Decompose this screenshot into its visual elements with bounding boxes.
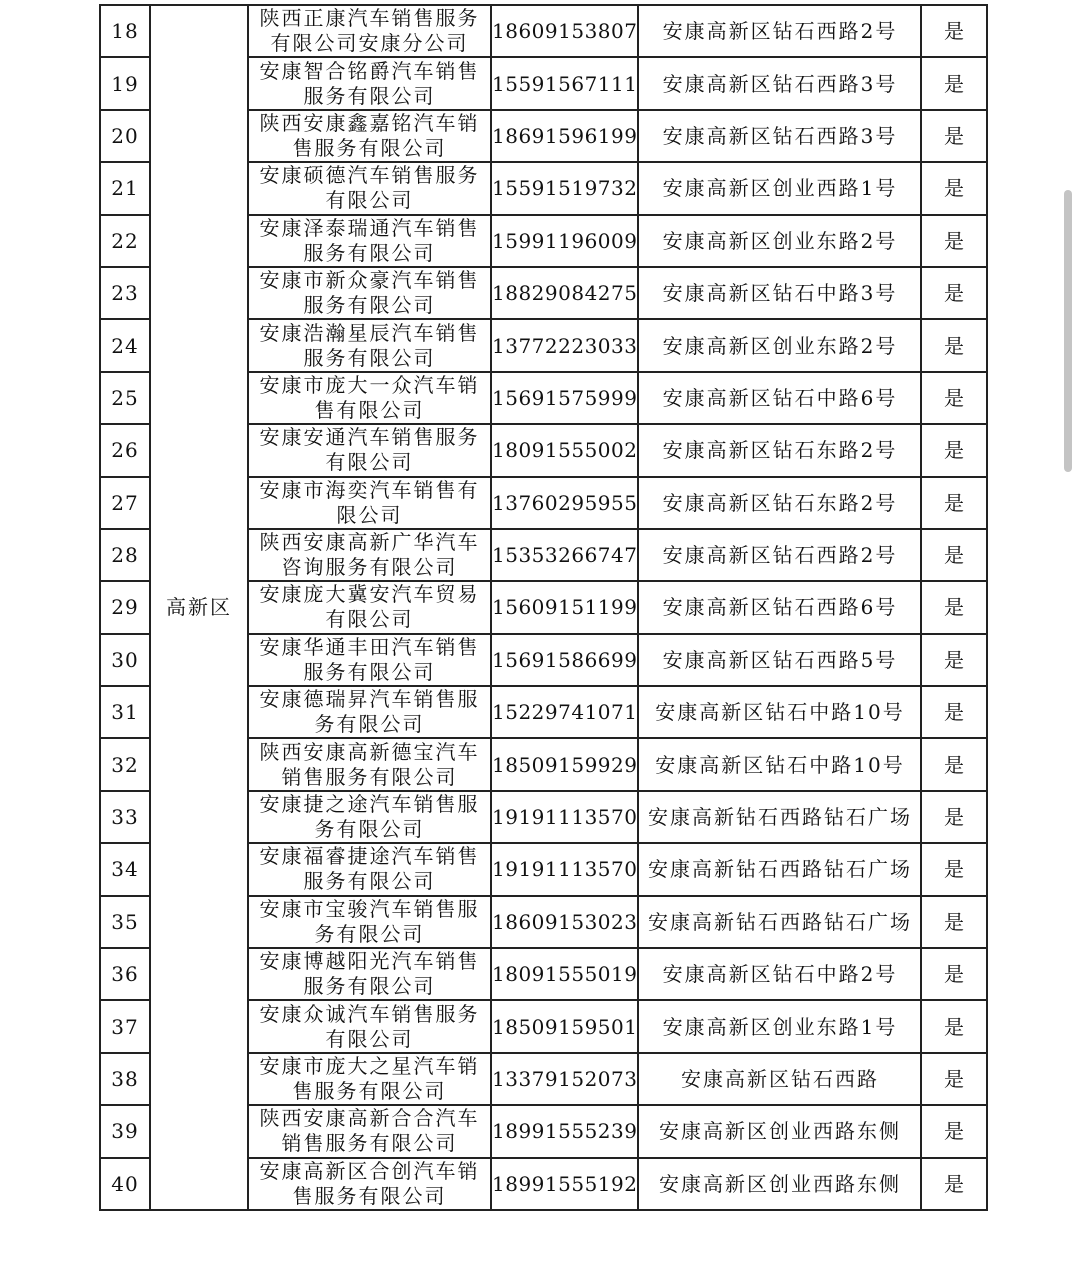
address: 安康高新区创业西路东侧 xyxy=(638,1105,921,1157)
company-name: 安康泽泰瑞通汽车销售服务有限公司 xyxy=(248,215,491,267)
region-cell: 高新区 xyxy=(150,5,248,1210)
row-number: 28 xyxy=(100,529,150,581)
row-number: 29 xyxy=(100,581,150,633)
company-name: 陕西安康鑫嘉铭汽车销售服务有限公司 xyxy=(248,110,491,162)
address: 安康高新区创业西路东侧 xyxy=(638,1158,921,1210)
status-flag: 是 xyxy=(921,1158,987,1210)
phone-number: 15353266747 xyxy=(491,529,638,581)
phone-number: 15691586699 xyxy=(491,634,638,686)
address: 安康高新钻石西路钻石广场 xyxy=(638,896,921,948)
status-flag: 是 xyxy=(921,319,987,371)
status-flag: 是 xyxy=(921,477,987,529)
address: 安康高新区钻石中路10号 xyxy=(638,686,921,738)
company-name: 安康捷之途汽车销售服务有限公司 xyxy=(248,791,491,843)
phone-number: 15591567111 xyxy=(491,57,638,109)
row-number: 35 xyxy=(100,896,150,948)
status-flag: 是 xyxy=(921,57,987,109)
company-name: 安康庞大冀安汽车贸易有限公司 xyxy=(248,581,491,633)
status-flag: 是 xyxy=(921,1053,987,1105)
company-name: 安康市新众豪汽车销售服务有限公司 xyxy=(248,267,491,319)
status-flag: 是 xyxy=(921,110,987,162)
row-number: 33 xyxy=(100,791,150,843)
table-row xyxy=(100,5,987,57)
address: 安康高新区钻石东路2号 xyxy=(638,424,921,476)
row-number: 40 xyxy=(100,1158,150,1210)
address: 安康高新钻石西路钻石广场 xyxy=(638,791,921,843)
phone-number: 19191113570 xyxy=(491,843,638,895)
phone-number: 18509159501 xyxy=(491,1000,638,1052)
status-flag: 是 xyxy=(921,791,987,843)
row-number: 21 xyxy=(100,162,150,214)
address: 安康高新区创业东路1号 xyxy=(638,1000,921,1052)
row-number: 18 xyxy=(100,5,150,57)
status-flag: 是 xyxy=(921,738,987,790)
row-number: 39 xyxy=(100,1105,150,1157)
phone-number: 15591519732 xyxy=(491,162,638,214)
row-number: 34 xyxy=(100,843,150,895)
phone-number: 19191113570 xyxy=(491,791,638,843)
row-number: 26 xyxy=(100,424,150,476)
row-number: 32 xyxy=(100,738,150,790)
company-name: 安康市宝骏汽车销售服务有限公司 xyxy=(248,896,491,948)
company-name: 陕西正康汽车销售服务有限公司安康分公司 xyxy=(248,5,491,57)
dealer-table xyxy=(99,4,988,1211)
company-name: 安康市庞大之星汽车销售服务有限公司 xyxy=(248,1053,491,1105)
company-name: 陕西安康高新合合汽车销售服务有限公司 xyxy=(248,1105,491,1157)
company-name: 安康博越阳光汽车销售服务有限公司 xyxy=(248,948,491,1000)
address: 安康高新区钻石西路3号 xyxy=(638,57,921,109)
company-name: 安康安通汽车销售服务有限公司 xyxy=(248,424,491,476)
company-name: 陕西安康高新德宝汽车销售服务有限公司 xyxy=(248,738,491,790)
company-name: 安康德瑞昇汽车销售服务有限公司 xyxy=(248,686,491,738)
company-name: 安康福睿捷途汽车销售服务有限公司 xyxy=(248,843,491,895)
address: 安康高新区钻石西路2号 xyxy=(638,529,921,581)
row-number: 31 xyxy=(100,686,150,738)
status-flag: 是 xyxy=(921,162,987,214)
phone-number: 18091555002 xyxy=(491,424,638,476)
dealer-table-body xyxy=(100,5,987,1210)
company-name: 安康华通丰田汽车销售服务有限公司 xyxy=(248,634,491,686)
scrollbar-thumb[interactable] xyxy=(1064,190,1072,472)
row-number: 22 xyxy=(100,215,150,267)
row-number: 23 xyxy=(100,267,150,319)
address: 安康高新区钻石西路3号 xyxy=(638,110,921,162)
status-flag: 是 xyxy=(921,424,987,476)
row-number: 19 xyxy=(100,57,150,109)
address: 安康高新区钻石西路 xyxy=(638,1053,921,1105)
status-flag: 是 xyxy=(921,267,987,319)
phone-number: 13772223033 xyxy=(491,319,638,371)
row-number: 36 xyxy=(100,948,150,1000)
phone-number: 13760295955 xyxy=(491,477,638,529)
company-name: 安康市海奕汽车销售有限公司 xyxy=(248,477,491,529)
status-flag: 是 xyxy=(921,372,987,424)
status-flag: 是 xyxy=(921,215,987,267)
phone-number: 15609151199 xyxy=(491,581,638,633)
phone-number: 18091555019 xyxy=(491,948,638,1000)
phone-number: 18609153023 xyxy=(491,896,638,948)
phone-number: 18691596199 xyxy=(491,110,638,162)
address: 安康高新区钻石西路6号 xyxy=(638,581,921,633)
status-flag: 是 xyxy=(921,686,987,738)
address: 安康高新区钻石东路2号 xyxy=(638,477,921,529)
status-flag: 是 xyxy=(921,843,987,895)
phone-number: 15229741071 xyxy=(491,686,638,738)
address: 安康高新区创业东路2号 xyxy=(638,319,921,371)
company-name: 安康智合铭爵汽车销售服务有限公司 xyxy=(248,57,491,109)
address: 安康高新区创业东路2号 xyxy=(638,215,921,267)
company-name: 陕西安康高新广华汽车咨询服务有限公司 xyxy=(248,529,491,581)
company-name: 安康硕德汽车销售服务有限公司 xyxy=(248,162,491,214)
row-number: 20 xyxy=(100,110,150,162)
company-name: 安康市庞大一众汽车销售有限公司 xyxy=(248,372,491,424)
address: 安康高新区钻石中路3号 xyxy=(638,267,921,319)
status-flag: 是 xyxy=(921,896,987,948)
address: 安康高新区钻石西路5号 xyxy=(638,634,921,686)
company-name: 安康浩瀚星辰汽车销售服务有限公司 xyxy=(248,319,491,371)
phone-number: 18829084275 xyxy=(491,267,638,319)
phone-number: 13379152073 xyxy=(491,1053,638,1105)
row-number: 25 xyxy=(100,372,150,424)
address: 安康高新区钻石中路10号 xyxy=(638,738,921,790)
company-name: 安康众诚汽车销售服务有限公司 xyxy=(248,1000,491,1052)
address: 安康高新区创业西路1号 xyxy=(638,162,921,214)
address: 安康高新钻石西路钻石广场 xyxy=(638,843,921,895)
row-number: 30 xyxy=(100,634,150,686)
address: 安康高新区钻石西路2号 xyxy=(638,5,921,57)
phone-number: 15991196009 xyxy=(491,215,638,267)
row-number: 24 xyxy=(100,319,150,371)
phone-number: 18509159929 xyxy=(491,738,638,790)
status-flag: 是 xyxy=(921,5,987,57)
phone-number: 18991555239 xyxy=(491,1105,638,1157)
row-number: 27 xyxy=(100,477,150,529)
status-flag: 是 xyxy=(921,1000,987,1052)
phone-number: 18609153807 xyxy=(491,5,638,57)
status-flag: 是 xyxy=(921,948,987,1000)
status-flag: 是 xyxy=(921,1105,987,1157)
status-flag: 是 xyxy=(921,634,987,686)
phone-number: 15691575999 xyxy=(491,372,638,424)
status-flag: 是 xyxy=(921,529,987,581)
row-number: 38 xyxy=(100,1053,150,1105)
status-flag: 是 xyxy=(921,581,987,633)
address: 安康高新区钻石中路2号 xyxy=(638,948,921,1000)
company-name: 安康高新区合创汽车销售服务有限公司 xyxy=(248,1158,491,1210)
row-number: 37 xyxy=(100,1000,150,1052)
address: 安康高新区钻石中路6号 xyxy=(638,372,921,424)
phone-number: 18991555192 xyxy=(491,1158,638,1210)
